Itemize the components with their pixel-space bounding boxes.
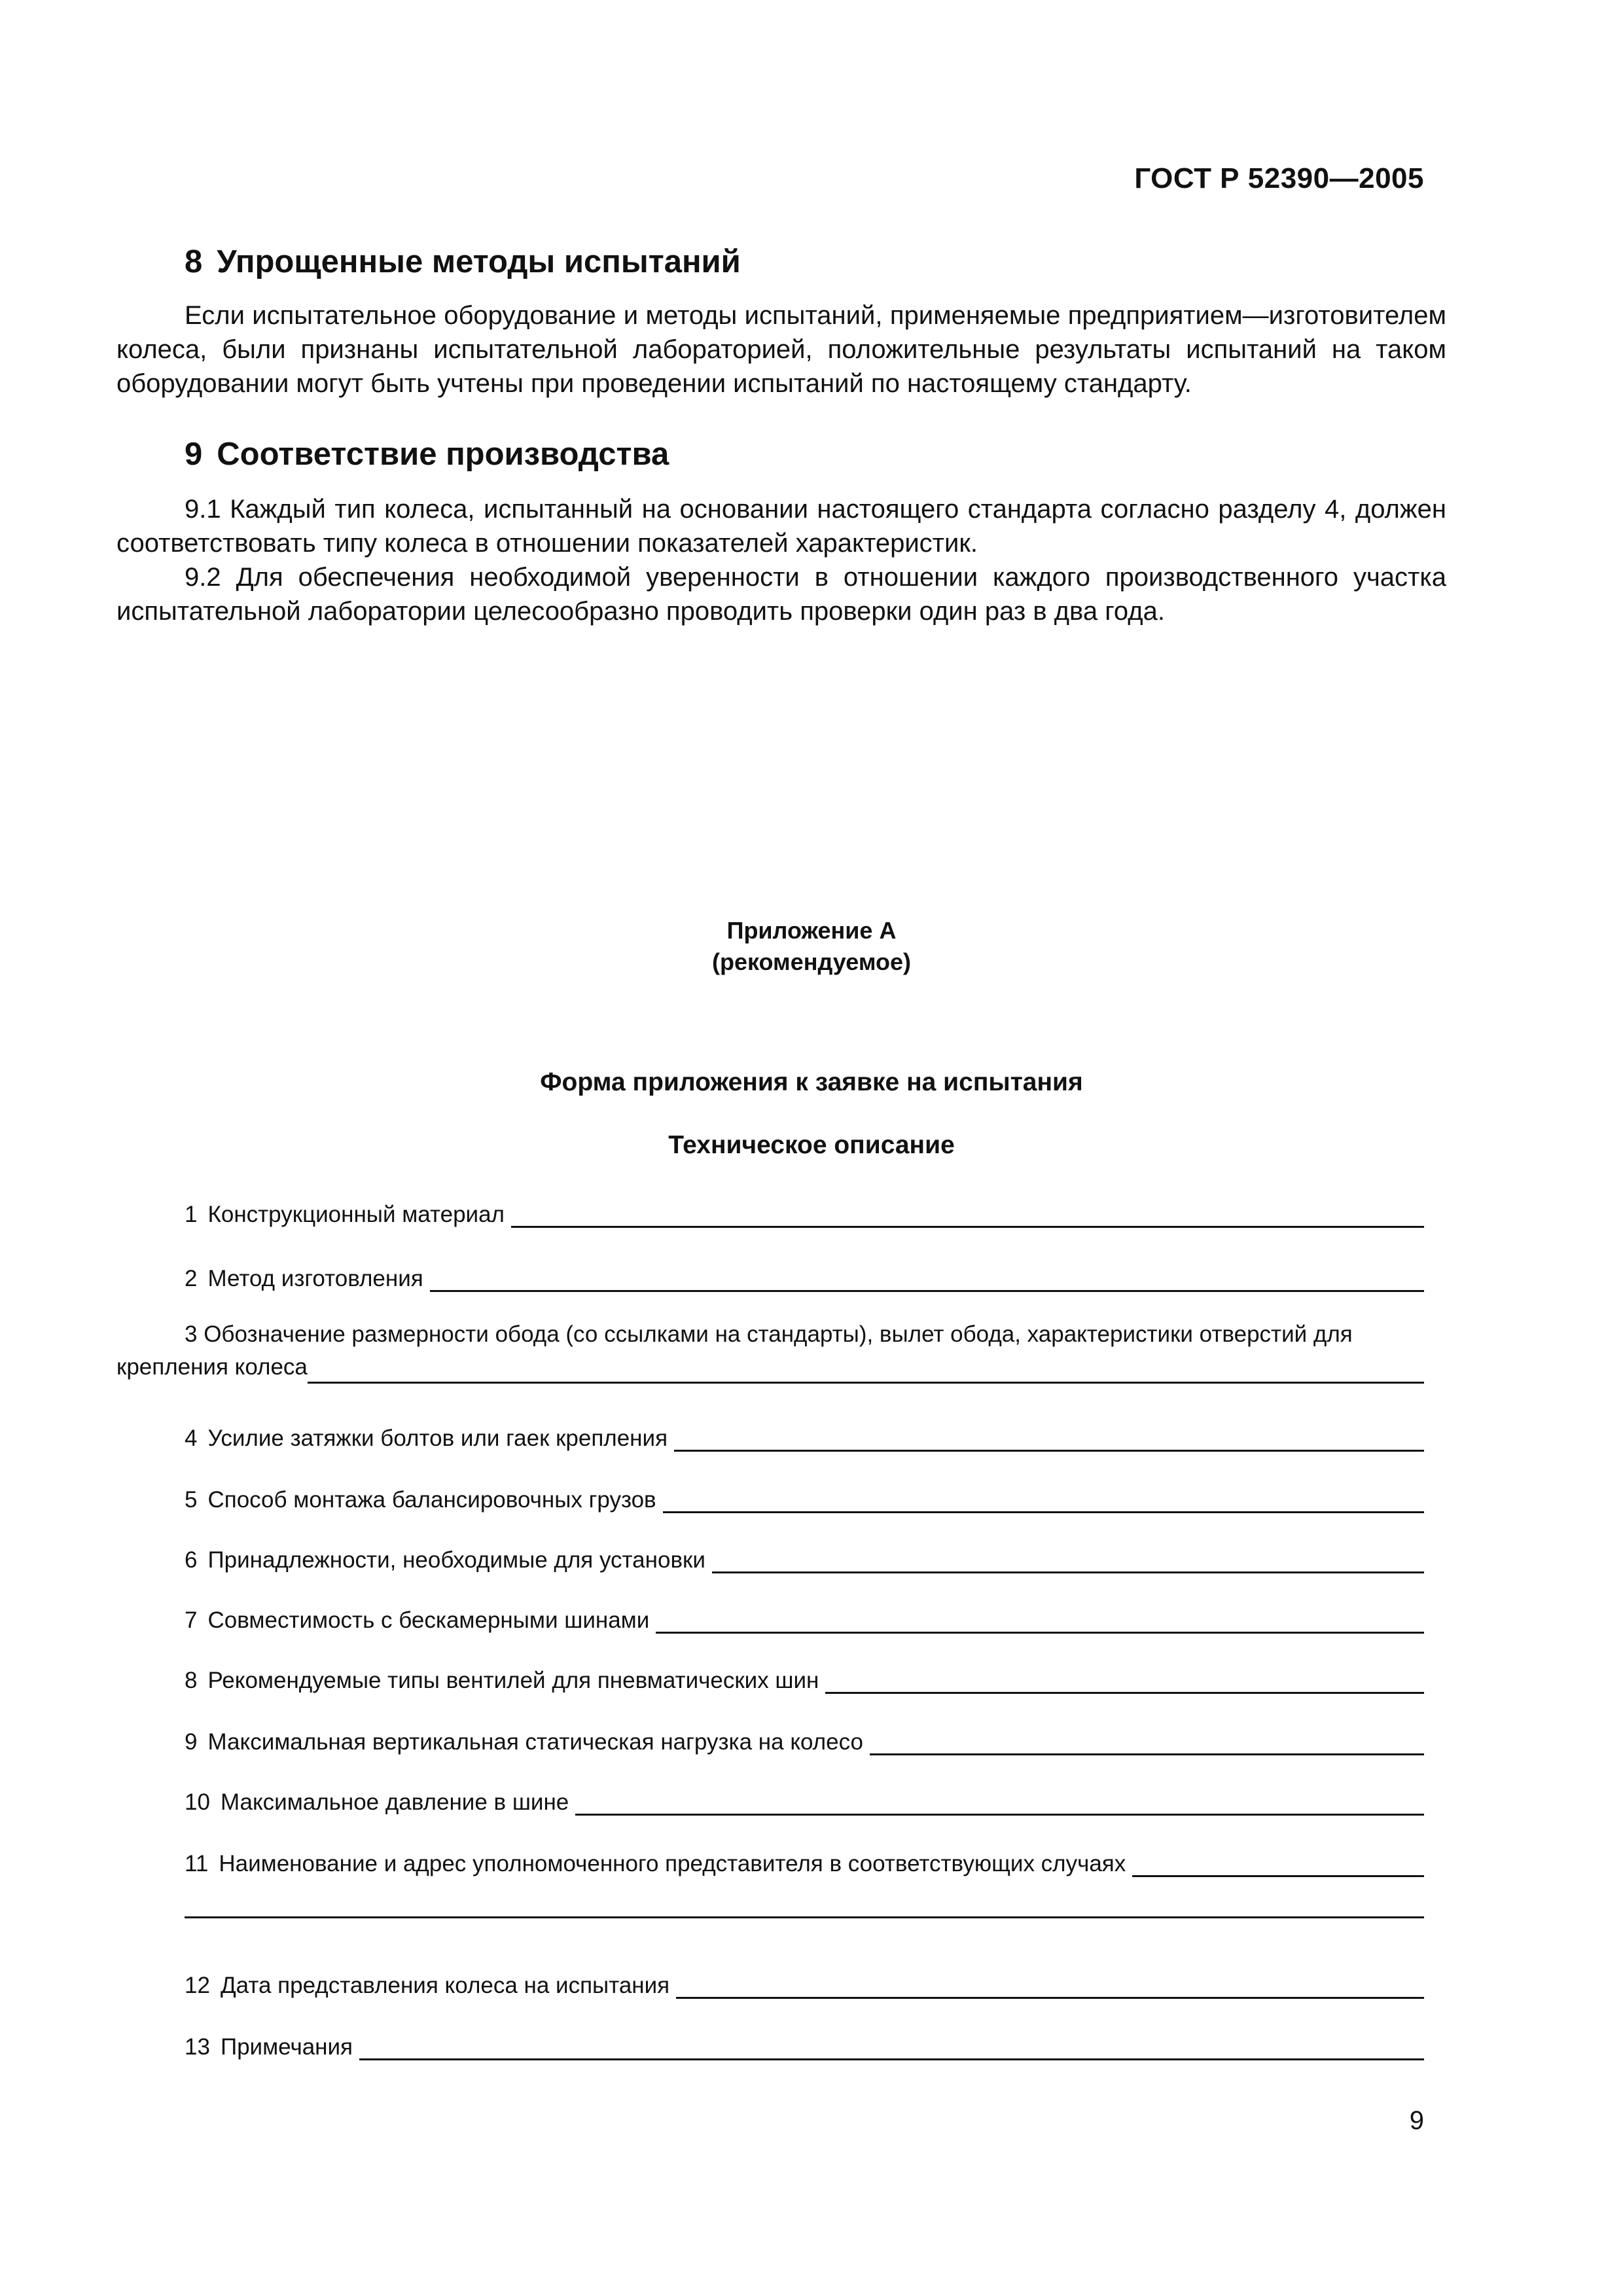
fill-in-line[interactable] — [870, 1730, 1424, 1755]
fill-in-line[interactable] — [1132, 1852, 1424, 1877]
field-number: 1 — [185, 1202, 198, 1227]
field-label: Дата представления колеса на испытания — [220, 1973, 670, 1998]
form-field-9 — [185, 1723, 1424, 1755]
field-label: Максимальное давление в шине — [220, 1789, 569, 1815]
form-field-4 — [185, 1419, 1424, 1452]
field-label: Примечания — [220, 2034, 353, 2060]
field-number: 6 — [185, 1547, 198, 1573]
fill-in-line[interactable] — [825, 1668, 1424, 1694]
fill-in-line[interactable] — [676, 1973, 1424, 1999]
form-title: Форма приложения к заявке на испытания — [540, 1068, 1083, 1096]
form-field-12 — [185, 1966, 1424, 1999]
form-field-5 — [185, 1480, 1424, 1513]
section-9-number: 9 — [185, 437, 203, 472]
field-label: Наименование и адрес уполномоченного представителя в соответствующих случаях — [219, 1851, 1126, 1876]
section-9-title: Соответствие производства — [217, 437, 669, 472]
section-9-2-paragraph: 9.2 Для обеспечения необходимой уверенности в отношении каждого производственного участка испытательной лаборатории целесообразно проводить проверки один раз в два года. — [116, 563, 1446, 626]
field-number: 13 — [185, 2034, 210, 2060]
field-number: 3 — [185, 1321, 198, 1347]
form-field-6 — [185, 1541, 1424, 1573]
field-number: 10 — [185, 1789, 210, 1815]
section-8-heading — [185, 243, 741, 280]
page-number: 9 — [1409, 2106, 1424, 2135]
field-label: Усилие затяжки болтов или гаек крепления — [207, 1426, 668, 1451]
document-code: ГОСТ Р 52390—2005 — [1134, 162, 1424, 194]
form-field-11 — [185, 1844, 1424, 1877]
form-field-13 — [185, 2028, 1424, 2060]
field-number: 9 — [185, 1729, 198, 1755]
fill-in-line[interactable] — [575, 1790, 1424, 1816]
appendix-title: Приложение А — [726, 917, 897, 944]
section-8-paragraph: Если испытательное оборудование и методы испытаний, применяемые предприятием—изготовителем колеса, были признаны испытательной лабораторией, положительные результаты испытаний на таком оборудовании могут быть учтены при проведении испытаний по настоящему стандарту. — [116, 301, 1446, 398]
field-label: Рекомендуемые типы вентилей для пневматических шин — [207, 1668, 819, 1693]
form-field-7 — [185, 1601, 1424, 1634]
form-field-8 — [185, 1661, 1424, 1694]
field-label-line1: Обозначение размерности обода (со ссылками на стандарты), вылет обода, характеристики отверстий для — [204, 1321, 1353, 1347]
field-number: 8 — [185, 1668, 198, 1693]
section-8-number: 8 — [185, 244, 203, 279]
field-number: 11 — [185, 1851, 209, 1876]
field-number: 5 — [185, 1487, 198, 1513]
form-field-10 — [185, 1783, 1424, 1816]
fill-in-line[interactable] — [511, 1202, 1424, 1228]
form-subtitle: Техническое описание — [668, 1131, 955, 1159]
field-number: 7 — [185, 1607, 198, 1633]
fill-in-line[interactable] — [674, 1426, 1424, 1452]
form-field-3 — [116, 1318, 1424, 1384]
fill-in-line[interactable] — [712, 1548, 1424, 1573]
section-8-title: Упрощенные методы испытаний — [217, 244, 741, 279]
field-label: Максимальная вертикальная статическая нагрузка на колесо — [207, 1729, 863, 1755]
field-number: 2 — [185, 1266, 198, 1291]
appendix-subtitle: (рекомендуемое) — [712, 948, 911, 975]
fill-in-line[interactable] — [656, 1608, 1424, 1634]
fill-in-line-continuation[interactable] — [185, 1916, 1424, 1918]
field-label: Конструкционный материал — [207, 1202, 505, 1227]
field-label: Совместимость с бескамерными шинами — [207, 1607, 650, 1633]
fill-in-line[interactable] — [359, 2035, 1424, 2060]
section-9-1-paragraph: 9.1 Каждый тип колеса, испытанный на основании настоящего стандарта согласно разделу 4, должен соответствовать типу колеса в отношении показателей характеристик. — [116, 495, 1446, 558]
field-number: 4 — [185, 1426, 198, 1451]
form-field-2 — [185, 1259, 1424, 1292]
fill-in-line[interactable] — [308, 1358, 1424, 1384]
field-number: 12 — [185, 1973, 210, 1998]
section-9-heading — [185, 436, 669, 473]
form-field-1 — [185, 1195, 1424, 1228]
field-label-line2: крепления колеса — [116, 1354, 308, 1380]
field-label: Способ монтажа балансировочных грузов — [207, 1487, 656, 1513]
fill-in-line[interactable] — [663, 1488, 1424, 1513]
field-label: Метод изготовления — [207, 1266, 423, 1291]
field-label: Принадлежности, необходимые для установки — [207, 1547, 705, 1573]
fill-in-line[interactable] — [430, 1266, 1424, 1292]
